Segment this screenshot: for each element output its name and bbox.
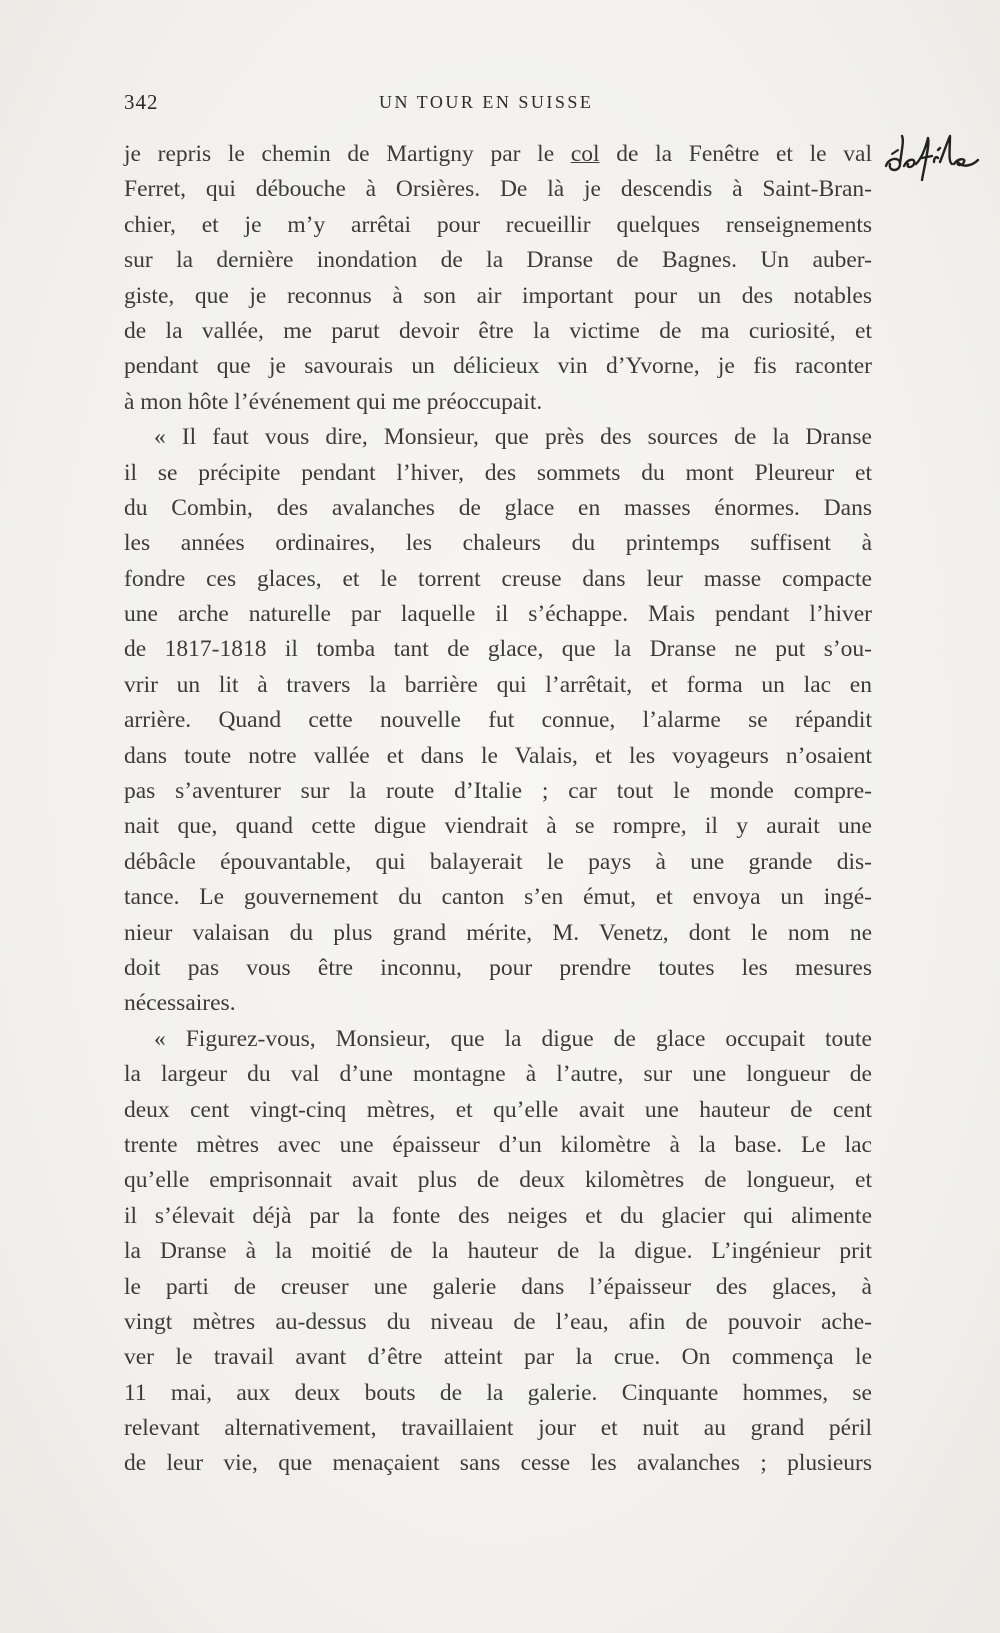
page-header <box>124 90 874 120</box>
text-line: « Figurez-vous, Monsieur, que la digue de glace occupait toute <box>154 1025 872 1052</box>
paragraph-3 <box>124 1022 872 1482</box>
text-line: il s’élevait déjà par la fonte des neiges et du glacier qui alimente <box>124 1202 872 1229</box>
text-line: nieur valaisan du plus grand mérite, M. Venetz, dont le nom ne <box>124 919 872 946</box>
text-line: « Il faut vous dire, Monsieur, que près des sources de la Dranse <box>154 424 872 451</box>
text-line: nécessaires. <box>124 990 236 1017</box>
text-line: 11 mai, aux deux bouts de la galerie. Cinquante hommes, se <box>124 1379 872 1406</box>
page-number: 342 <box>124 90 159 114</box>
text-line: pas s’aventurer sur la route d’Italie ; car tout le monde compre- <box>124 778 872 805</box>
text-line: Ferret, qui débouche à Orsières. De là je descendis à Saint-Bran- <box>124 176 872 203</box>
text-line: une arche naturelle par laquelle il s’échappe. Mais pendant l’hiver <box>124 601 872 628</box>
body-text <box>124 137 872 1482</box>
handwritten-annotation <box>878 128 988 188</box>
text-line: je repris le chemin de Martigny par le col de la Fenêtre et le val <box>124 141 872 167</box>
text-line: doit pas vous être inconnu, pour prendre toutes les mesures <box>124 954 872 981</box>
text-line: dans toute notre vallée et dans le Valais, et les voyageurs n’osaient <box>124 742 872 769</box>
text-line: le parti de creuser une galerie dans l’épaisseur des glaces, à <box>124 1273 872 1300</box>
text-line: de 1817-1818 il tomba tant de glace, que la Dranse ne put s’ou- <box>124 636 872 663</box>
text-line: pendant que je savourais un délicieux vin d’Yvorne, je fis raconter <box>124 353 872 380</box>
text-line: de leur vie, que menaçaient sans cesse les avalanches ; plusieurs <box>124 1450 872 1477</box>
text-line: qu’elle emprisonnait avait plus de deux kilomètres de longueur, et <box>124 1167 872 1194</box>
underlined-word: col <box>570 141 600 167</box>
text-line: arrière. Quand cette nouvelle fut connue, l’alarme se répandit <box>124 707 872 734</box>
paragraph-2 <box>124 420 872 1022</box>
text-line: tance. Le gouvernement du canton s’en émut, et envoya un ingé- <box>124 884 872 911</box>
text-line: trente mètres avec une épaisseur d’un kilomètre à la base. Le lac <box>124 1131 872 1158</box>
text-line: chier, et je m’y arrêtai pour recueillir quelques renseignements <box>124 211 872 238</box>
text-line: il se précipite pendant l’hiver, des sommets du mont Pleureur et <box>124 459 872 486</box>
text-line: du Combin, des avalanches de glace en masses énormes. Dans <box>124 494 872 521</box>
running-title: UN TOUR EN SUISSE <box>379 92 594 112</box>
text-line: nait que, quand cette digue viendrait à se rompre, il y aurait une <box>124 813 872 840</box>
text-line: débâcle épouvantable, qui balayerait le pays à une grande dis- <box>124 848 872 875</box>
text-line: vrir un lit à travers la barrière qui l’arrêtait, et forma un lac en <box>124 671 872 698</box>
text-line: la largeur du val d’une montagne à l’autre, sur une longueur de <box>124 1061 872 1088</box>
text-line: relevant alternativement, travaillaient jour et nuit au grand péril <box>124 1415 872 1442</box>
paragraph-1 <box>124 137 872 420</box>
text-line: la Dranse à la moitié de la hauteur de la digue. L’ingénieur prit <box>124 1238 872 1265</box>
text-line: giste, que je reconnus à son air important pour un des notables <box>124 282 872 309</box>
text-line: deux cent vingt-cinq mètres, et qu’elle avait une hauteur de cent <box>124 1096 872 1123</box>
text-line: ver le travail avant d’être atteint par la crue. On commença le <box>124 1344 872 1371</box>
text-line: fondre ces glaces, et le torrent creuse dans leur masse compacte <box>124 565 872 592</box>
text-line: vingt mètres au-dessus du niveau de l’eau, afin de pouvoir ache- <box>124 1308 872 1335</box>
text-line: à mon hôte l’événement qui me préoccupait. <box>124 388 543 415</box>
text-line: les années ordinaires, les chaleurs du printemps suffisent à <box>124 530 872 557</box>
text-line: sur la dernière inondation de la Dranse de Bagnes. Un auber- <box>124 247 872 274</box>
text-line: de la vallée, me parut devoir être la victime de ma curiosité, et <box>124 317 872 344</box>
